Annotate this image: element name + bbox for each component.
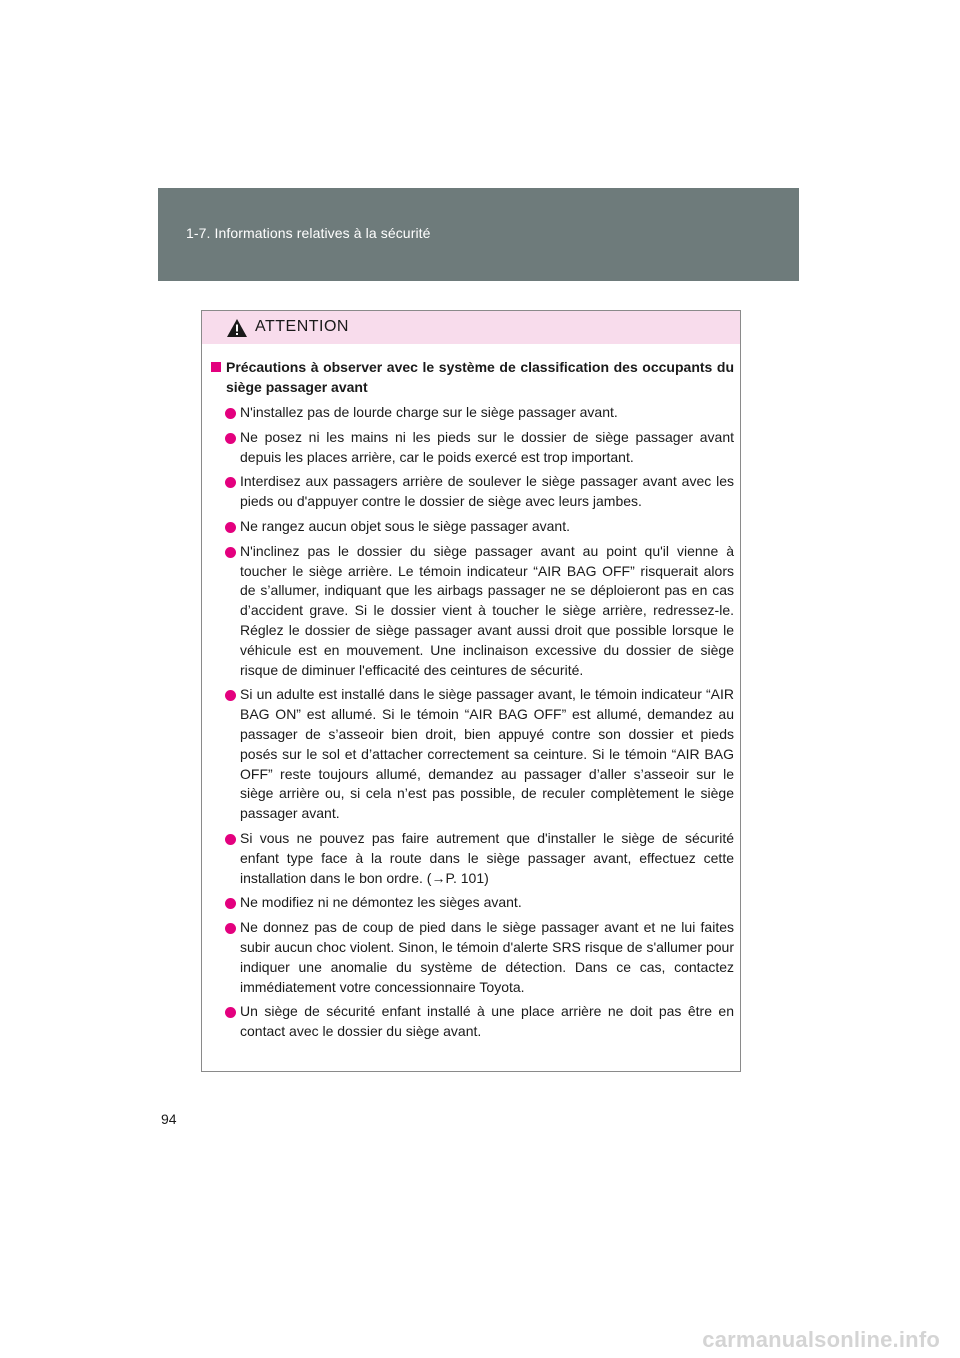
warning-list [208, 403, 734, 1042]
round-bullet-icon [225, 1007, 236, 1018]
list-item-text: Interdisez aux passagers arrière de soulever le siège passager avant avec les pieds ou d'appuyer contre le dossier de siège avec leurs jambes. [240, 473, 734, 510]
list-item [208, 517, 734, 537]
round-bullet-icon [225, 433, 236, 444]
watermark: carmanualsonline.info [702, 1327, 940, 1352]
round-bullet-icon [225, 477, 236, 488]
list-item-text: Un siège de sécurité enfant installé à une place arrière ne doit pas être en contact avec le dossier du siège avant. [240, 1003, 734, 1040]
list-item [208, 893, 734, 913]
header-band [158, 188, 799, 281]
list-item-text: Ne rangez aucun objet sous le siège passager avant. [240, 517, 570, 534]
subheading-text: Précautions à observer avec le système de classification des occupants du siège passager avant [226, 359, 734, 395]
section-title: 1-7. Informations relatives à la sécurité [186, 225, 431, 241]
round-bullet-icon [225, 898, 236, 909]
square-bullet-icon [211, 362, 221, 372]
round-bullet-icon [225, 834, 236, 845]
list-item-text: Si vous ne pouvez pas faire autrement que d'installer le siège de sécurité enfant type face à la route dans le siège passager avant, effectuez cette installation dans le bon ordre. (→P. 101) [240, 829, 734, 886]
list-item-text: N'installez pas de lourde charge sur le siège passager avant. [240, 404, 618, 420]
list-item [208, 542, 734, 681]
round-bullet-icon [225, 690, 236, 701]
list-item-text: Ne donnez pas de coup de pied dans le siège passager avant et ne lui faites subir aucun choc violent. Sinon, le témoin d'alerte SRS risque de s'allumer pour indiquer une anomalie du système de détection. Dans ce cas, contactez immédiatement votre concessionnaire Toyota. [240, 919, 734, 995]
list-item-text: Si un adulte est installé dans le siège passager avant, le témoin indicateur “AIR BAG ON” est allumé. Si le témoin “AIR BAG OFF” est allumé, demandez au passager de s’asseoir bien droit, bien appuyé contre son dossier et pieds posés sur le sol et d’attacher correctement sa ceinture. Si le témoin “AIR BAG OFF” reste toujours allumé, demandez au passager d’aller s’asseoir sur le siège arrière ou, si cela n’est pas possible, de reculer complètement le siège passager avant. [240, 686, 734, 822]
warning-box [201, 310, 741, 1072]
list-item [208, 918, 734, 997]
list-item [208, 428, 734, 468]
warning-content [202, 344, 740, 1042]
page-number: 94 [161, 1111, 177, 1127]
warning-triangle-icon [226, 318, 248, 338]
list-item [208, 685, 734, 824]
list-item [208, 1002, 734, 1042]
list-item-text: N'inclinez pas le dossier du siège passager avant au point qu'il vienne à toucher le siège arrière. Le témoin indicateur “AIR BAG OFF” risquerait alors de s’allumer, indiquant que les airbags passager ne se déploieront pas en cas d’accident grave. Si le dossier vient à toucher le siège arrière, redressez-le. Réglez le dossier de siège passager avant aussi droit que possible lorsque le véhicule est en mouvement. Une inclinaison excessive du dossier de siège risque de diminuer l'efficacité des ceintures de sécurité. [240, 542, 734, 678]
list-item [208, 403, 734, 423]
round-bullet-icon [225, 547, 236, 558]
list-item [208, 829, 734, 888]
warning-subheading [208, 357, 734, 397]
list-item-text: Ne modifiez ni ne démontez les sièges avant. [240, 894, 522, 911]
list-item-text: Ne posez ni les mains ni les pieds sur le dossier de siège passager avant depuis les places arrière, car le poids exercé est trop important. [240, 428, 734, 465]
round-bullet-icon [225, 522, 236, 533]
round-bullet-icon [225, 923, 236, 934]
list-item [208, 472, 734, 512]
round-bullet-icon [225, 408, 236, 419]
warning-header [202, 311, 740, 344]
warning-title: ATTENTION [255, 318, 349, 335]
